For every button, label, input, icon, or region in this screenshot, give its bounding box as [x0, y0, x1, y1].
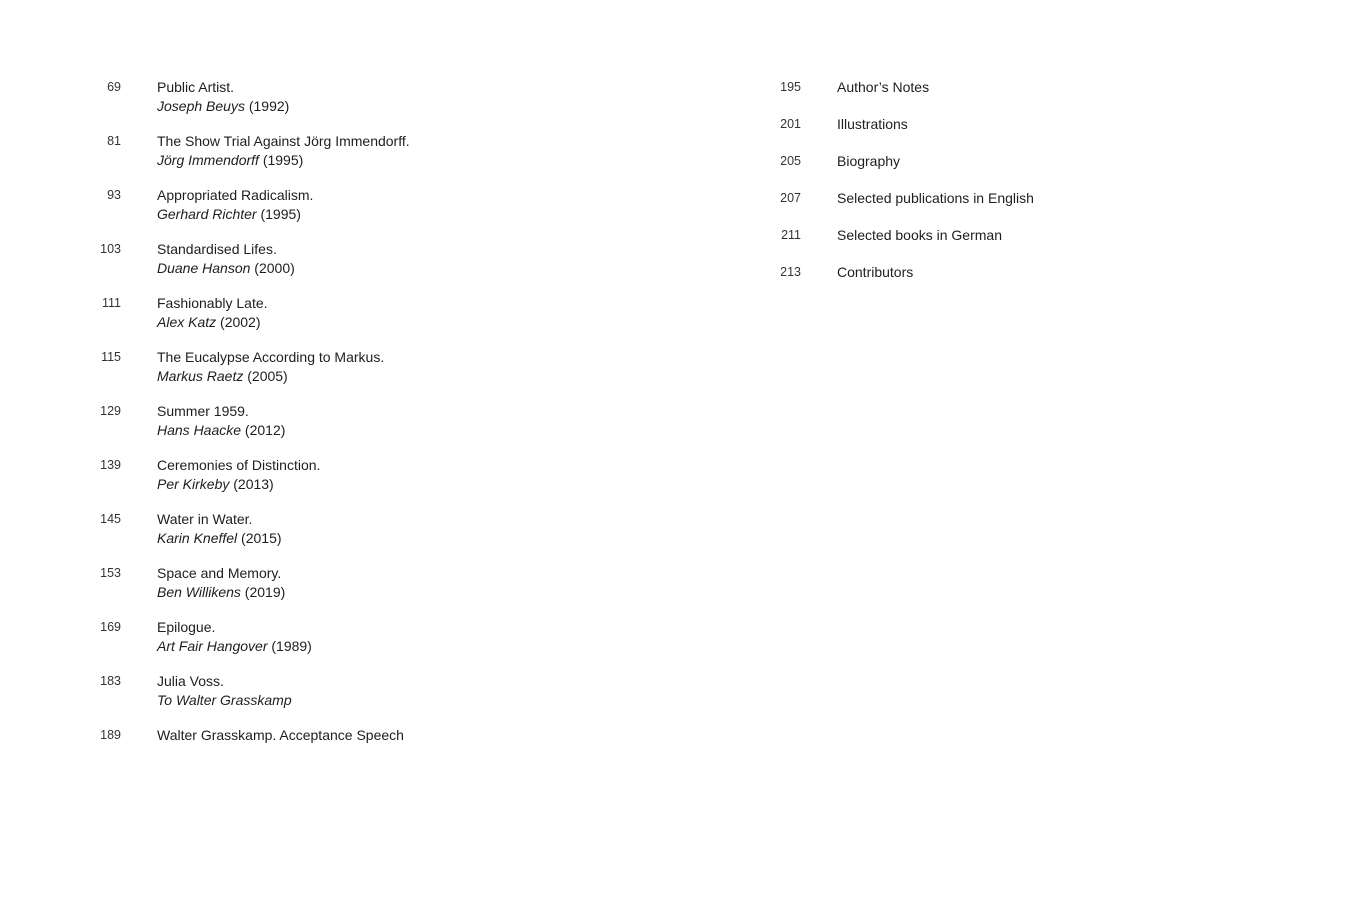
entry-text	[157, 186, 313, 224]
entry-title: Public Artist.	[157, 79, 235, 95]
page-number: 205	[780, 154, 801, 168]
entry-text	[157, 672, 292, 710]
entry-year: (1995)	[256, 206, 301, 222]
entry-title: Water in Water.	[157, 511, 253, 527]
page-number: 211	[781, 228, 801, 242]
toc-entry	[770, 152, 1270, 171]
entry-text	[157, 564, 285, 602]
entry-text	[157, 402, 285, 440]
entry-text	[157, 618, 312, 656]
artist-name: Joseph Beuys	[157, 98, 245, 114]
artist-name: To Walter Grasskamp	[157, 692, 292, 708]
toc-entry	[90, 132, 650, 170]
entry-subtitle	[157, 475, 320, 494]
entry-subtitle	[157, 421, 285, 440]
artist-name: Duane Hanson	[157, 260, 251, 276]
toc-right-column	[770, 78, 1270, 300]
entry-year: (2019)	[240, 584, 286, 600]
page-number: 213	[780, 265, 801, 279]
page-number: 153	[100, 566, 121, 580]
page-number: 195	[780, 80, 801, 94]
entry-title: Author’s Notes	[837, 79, 930, 95]
entry-title: Selected books in German	[837, 227, 1002, 243]
entry-subtitle	[157, 97, 289, 116]
toc-entry	[90, 564, 650, 602]
page-number: 145	[100, 512, 121, 526]
entry-title: Julia Voss.	[157, 673, 224, 689]
artist-name: Art Fair Hangover	[157, 638, 268, 654]
page-number: 103	[100, 242, 121, 256]
artist-name: Markus Raetz	[157, 368, 244, 384]
entry-subtitle	[157, 205, 313, 224]
page-number: 201	[780, 117, 801, 131]
entry-title: Ceremonies of Distinction.	[157, 457, 321, 473]
entry-year: (1992)	[244, 98, 290, 114]
toc-entry	[770, 189, 1270, 208]
entry-subtitle	[157, 583, 285, 602]
page-number: 139	[100, 458, 121, 472]
page-number: 115	[101, 350, 121, 364]
entry-title: Space and Memory.	[157, 565, 282, 581]
artist-name: Alex Katz	[157, 314, 217, 330]
toc-entry	[770, 78, 1270, 97]
toc-entry	[770, 263, 1270, 282]
toc-entry	[770, 115, 1270, 134]
toc-entry	[90, 402, 650, 440]
entry-subtitle	[157, 691, 292, 710]
entry-year: (1989)	[267, 638, 312, 654]
entry-text	[157, 78, 289, 116]
entry-subtitle	[157, 367, 384, 386]
page-number: 183	[100, 674, 121, 688]
entry-year: (2000)	[250, 260, 295, 276]
toc-entry	[90, 294, 650, 332]
entry-year: (2013)	[229, 476, 274, 492]
entry-title: Biography	[837, 153, 901, 169]
toc-entry	[90, 348, 650, 386]
artist-name: Per Kirkeby	[157, 476, 230, 492]
entry-title: Appropriated Radicalism.	[157, 187, 314, 203]
entry-text	[157, 348, 384, 386]
entry-subtitle	[157, 151, 410, 170]
entry-text	[157, 132, 410, 170]
entry-title: Standardised Lifes.	[157, 241, 277, 257]
page-number: 81	[107, 134, 121, 148]
entry-text	[157, 510, 282, 548]
entry-subtitle	[157, 529, 282, 548]
page-number: 69	[107, 80, 121, 94]
page-number: 207	[780, 191, 801, 205]
entry-year: (1995)	[258, 152, 304, 168]
entry-text	[157, 294, 268, 332]
entry-year: (2015)	[237, 530, 282, 546]
entry-subtitle	[157, 637, 312, 656]
toc-entry	[90, 618, 650, 656]
entry-text	[157, 456, 320, 494]
toc-entry	[90, 726, 650, 745]
toc-entry	[90, 456, 650, 494]
entry-title: Selected publications in English	[837, 190, 1034, 206]
entry-title: The Eucalypse According to Markus.	[157, 349, 385, 365]
artist-name: Ben Willikens	[157, 584, 241, 600]
entry-text	[157, 726, 404, 745]
page-number: 111	[101, 296, 121, 310]
artist-name: Hans Haacke	[157, 422, 242, 438]
entry-title: The Show Trial Against Jörg Immendorff.	[157, 133, 410, 149]
entry-title: Illustrations	[837, 116, 908, 132]
entry-year: (2002)	[216, 314, 261, 330]
entry-subtitle	[157, 259, 295, 278]
entry-title: Fashionably Late.	[157, 295, 268, 311]
toc-entry	[90, 672, 650, 710]
entry-title: Walter Grasskamp. Acceptance Speech	[157, 727, 404, 743]
page-number: 189	[100, 728, 121, 742]
page-number: 93	[107, 188, 121, 202]
toc-entry	[90, 510, 650, 548]
entry-subtitle	[157, 313, 268, 332]
page-number: 169	[100, 620, 121, 634]
artist-name: Jörg Immendorff	[157, 152, 259, 168]
toc-entry	[90, 78, 650, 116]
artist-name: Karin Kneffel	[157, 530, 238, 546]
toc-entry	[770, 226, 1270, 245]
page-number: 129	[100, 404, 121, 418]
toc-entry	[90, 240, 650, 278]
entry-year: (2012)	[241, 422, 286, 438]
entry-year: (2005)	[243, 368, 288, 384]
artist-name: Gerhard Richter	[157, 206, 257, 222]
toc-entry	[90, 186, 650, 224]
entry-title: Contributors	[837, 264, 914, 280]
toc-left-column	[90, 78, 650, 761]
entry-text	[157, 240, 295, 278]
entry-title: Summer 1959.	[157, 403, 249, 419]
entry-title: Epilogue.	[157, 619, 216, 635]
